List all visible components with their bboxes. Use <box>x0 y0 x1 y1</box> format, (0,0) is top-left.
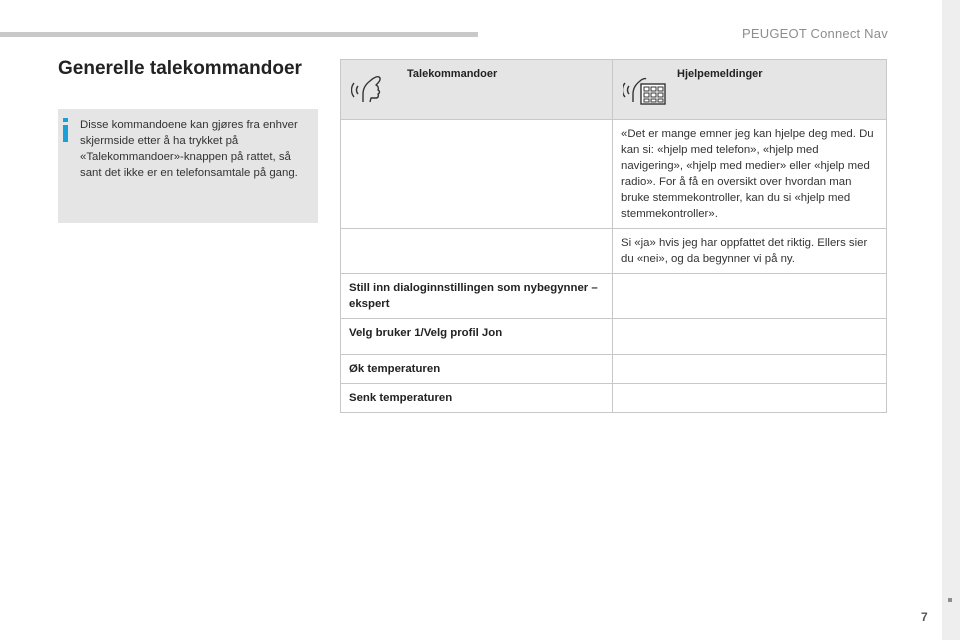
table-header-row <box>341 60 887 120</box>
voice-command-table <box>340 59 887 413</box>
table-row <box>341 355 887 384</box>
help-cell <box>613 274 887 319</box>
help-cell: Si «ja» hvis jeg har oppfattet det riktig. Ellers sier du «nei», og da begynner vi på ny. <box>613 229 887 274</box>
page-marker <box>948 598 952 602</box>
column-header-commands <box>341 60 613 120</box>
table-row <box>341 274 887 319</box>
header-brand: PEUGEOT Connect Nav <box>742 26 888 41</box>
info-box <box>58 109 318 223</box>
help-cell <box>613 384 887 413</box>
help-cell: «Det er mange emner jeg kan hjelpe deg med. Du kan si: «hjelp med telefon», «hjelp med navigering», «hjelp med medier» eller «hjelp med radio». For å få en oversikt over hvordan man bruke stemmekontroller, kan du si «hjelp med stemmekontroller». <box>613 120 887 229</box>
command-cell: Still inn dialoginnstillingen som nybegynner – ekspert <box>341 274 613 319</box>
command-cell: Senk temperaturen <box>341 384 613 413</box>
table-row <box>341 384 887 413</box>
table-row <box>341 229 887 274</box>
column-header-commands-label: Talekommandoer <box>407 68 498 80</box>
header-rule <box>0 32 478 37</box>
table-row <box>341 319 887 355</box>
page-edge-band <box>942 0 960 640</box>
voice-help-icon <box>623 72 669 111</box>
page-title: Generelle talekommandoer <box>58 58 302 79</box>
command-cell <box>341 120 613 229</box>
page-number: 7 <box>921 610 928 624</box>
info-text: Disse kommandoene kan gjøres fra enhver skjermside etter å ha trykket på «Talekommandoer»-knappen på rattet, så sant det ikke er en telefonsamtale på gang. <box>80 119 298 179</box>
column-header-help <box>613 60 887 120</box>
command-cell <box>341 229 613 274</box>
table-row <box>341 120 887 229</box>
column-header-help-label: Hjelpemeldinger <box>677 68 763 80</box>
help-cell <box>613 355 887 384</box>
help-cell <box>613 319 887 355</box>
info-icon <box>63 118 68 142</box>
command-cell: Velg bruker 1/Velg profil Jon <box>341 319 613 355</box>
command-cell: Øk temperaturen <box>341 355 613 384</box>
voice-command-icon <box>351 72 385 109</box>
